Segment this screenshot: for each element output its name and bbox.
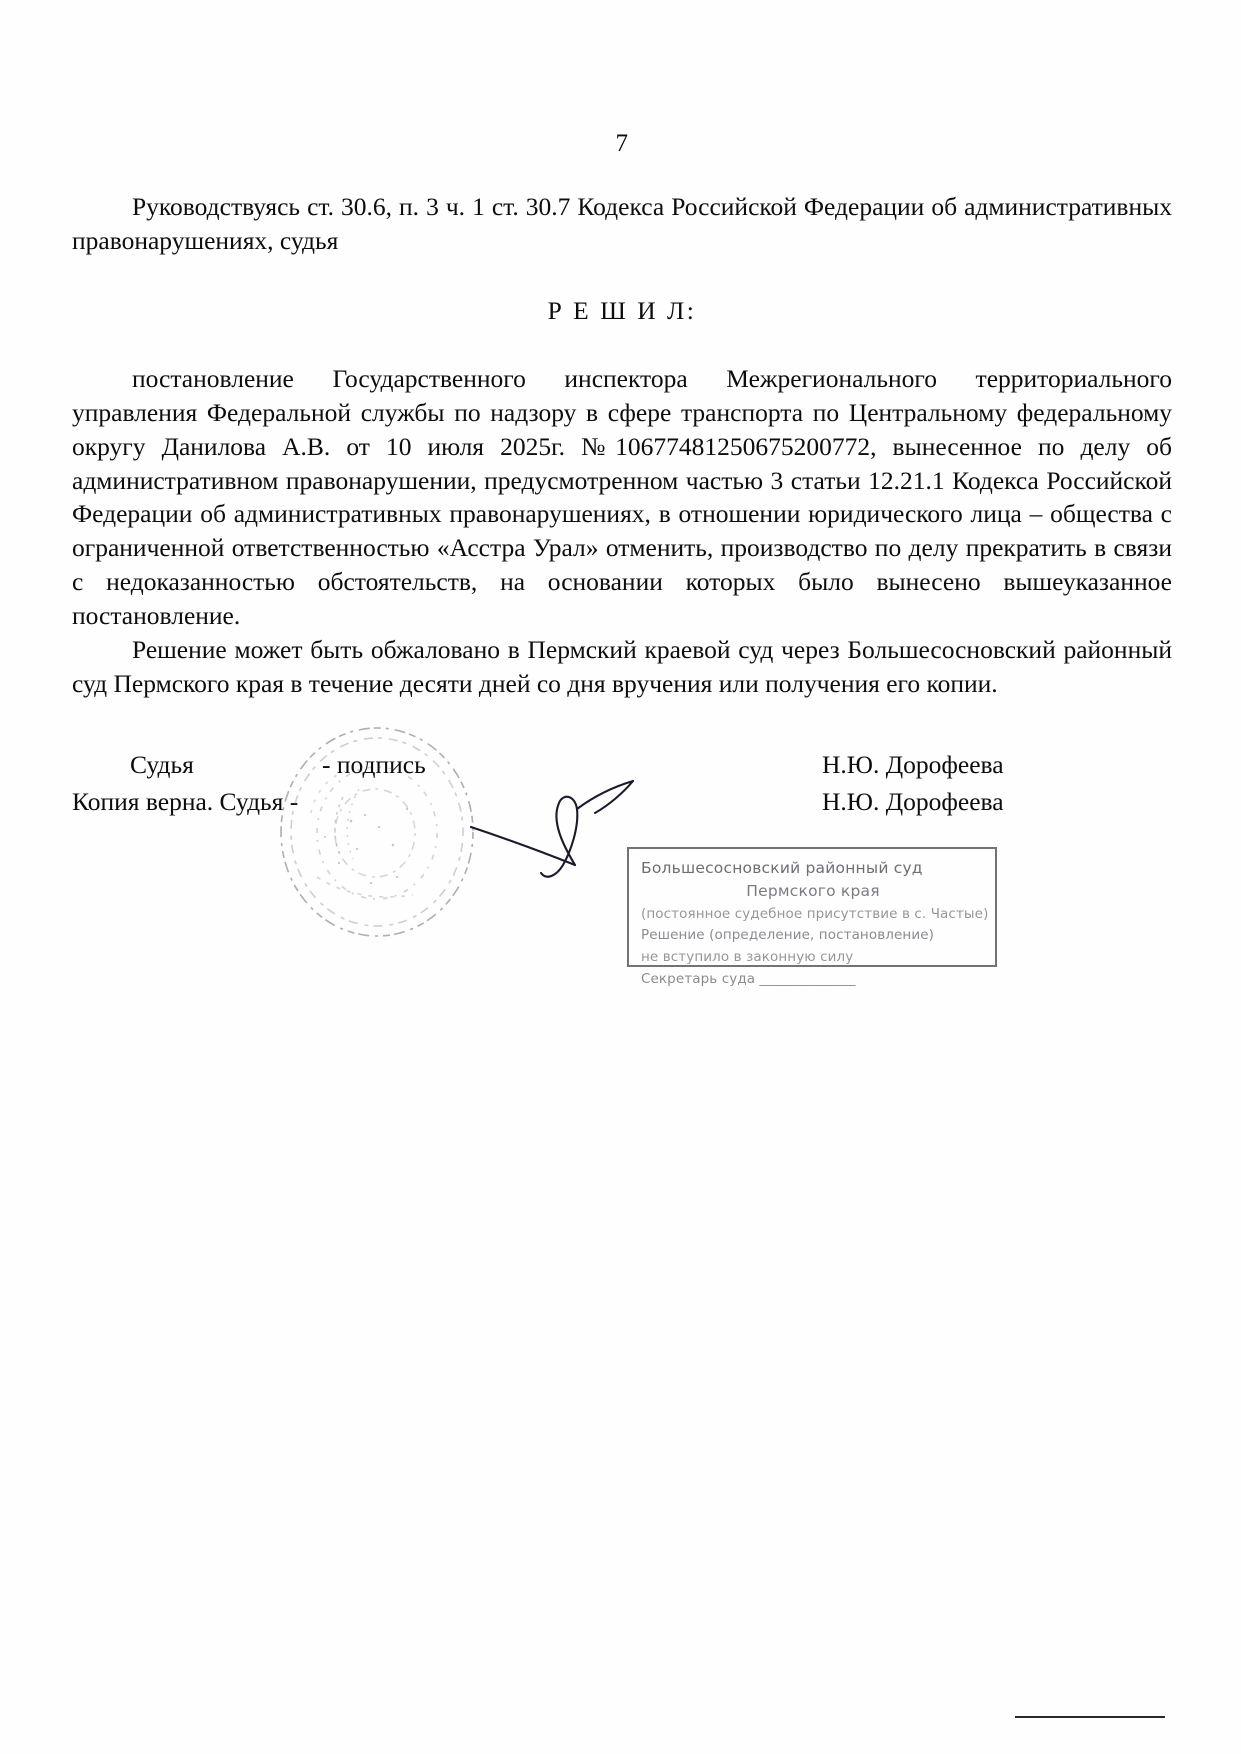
copy-certified-name: Н.Ю. Дорофеева (822, 786, 1004, 816)
decision-paragraph: постановление Государственного инспектора Межрегионального территориального управления Федеральной службы по надзору в сфере транспорта по Центральному федеральному округу Данилова А.В. от 10 июля 2025г. №10677481250675200772, вынесенное по делу об административном правонарушении, предусмотренном частью 3 статьи 12.21.1 Кодекса Российской Федерации об административных правонарушениях, в отношении юридического лица – общества с ограниченной ответственностью «Асстра Урал» отменить, производство по делу прекратить в связи с недоказанностью обстоятельств, на основании которых было вынесено вышеуказанное постановление. (72, 363, 1172, 631)
court-stamp-line1: Большесосновский районный суд (641, 858, 923, 877)
document-content (72, 130, 1172, 987)
court-stamp-line2: Пермского края (746, 882, 880, 901)
bottom-rule (1015, 1716, 1165, 1718)
decision-heading: Р Е Ш И Л: (547, 295, 697, 325)
copy-certified-label: Копия верна. Судья - (72, 786, 299, 816)
signature-note: - подпись (322, 749, 426, 779)
judge-name: Н.Ю. Дорофеева (822, 749, 1004, 779)
intro-paragraph: Руководствуясь ст. 30.6, п. 3 ч. 1 ст. 30.7 Кодекса Российской Федерации об административных правонарушениях, судья (72, 192, 1172, 255)
decision-body (72, 362, 1172, 701)
court-stamp (627, 847, 997, 987)
court-stamp-line5: не вступило в законную силу (641, 948, 854, 965)
judge-label: Судья (130, 749, 194, 779)
court-stamp-line4: Решение (определение, постановление) (641, 927, 934, 944)
appeal-paragraph: Решение может быть обжаловано в Пермский краевой суд через Большесосновский районный суд Пермского края в течение десяти дней со дня вручения или получения его копии. (72, 635, 1172, 698)
signature-row-copy-certified (72, 784, 1172, 821)
signature-block (72, 747, 1172, 987)
court-stamp-line3: (постоянное судебное присутствие в с. Частые) (641, 905, 989, 922)
page-number: 7 (615, 130, 629, 157)
court-stamp-line6: Секретарь суда ______________ (641, 970, 856, 987)
signature-row-judge (72, 747, 1172, 784)
